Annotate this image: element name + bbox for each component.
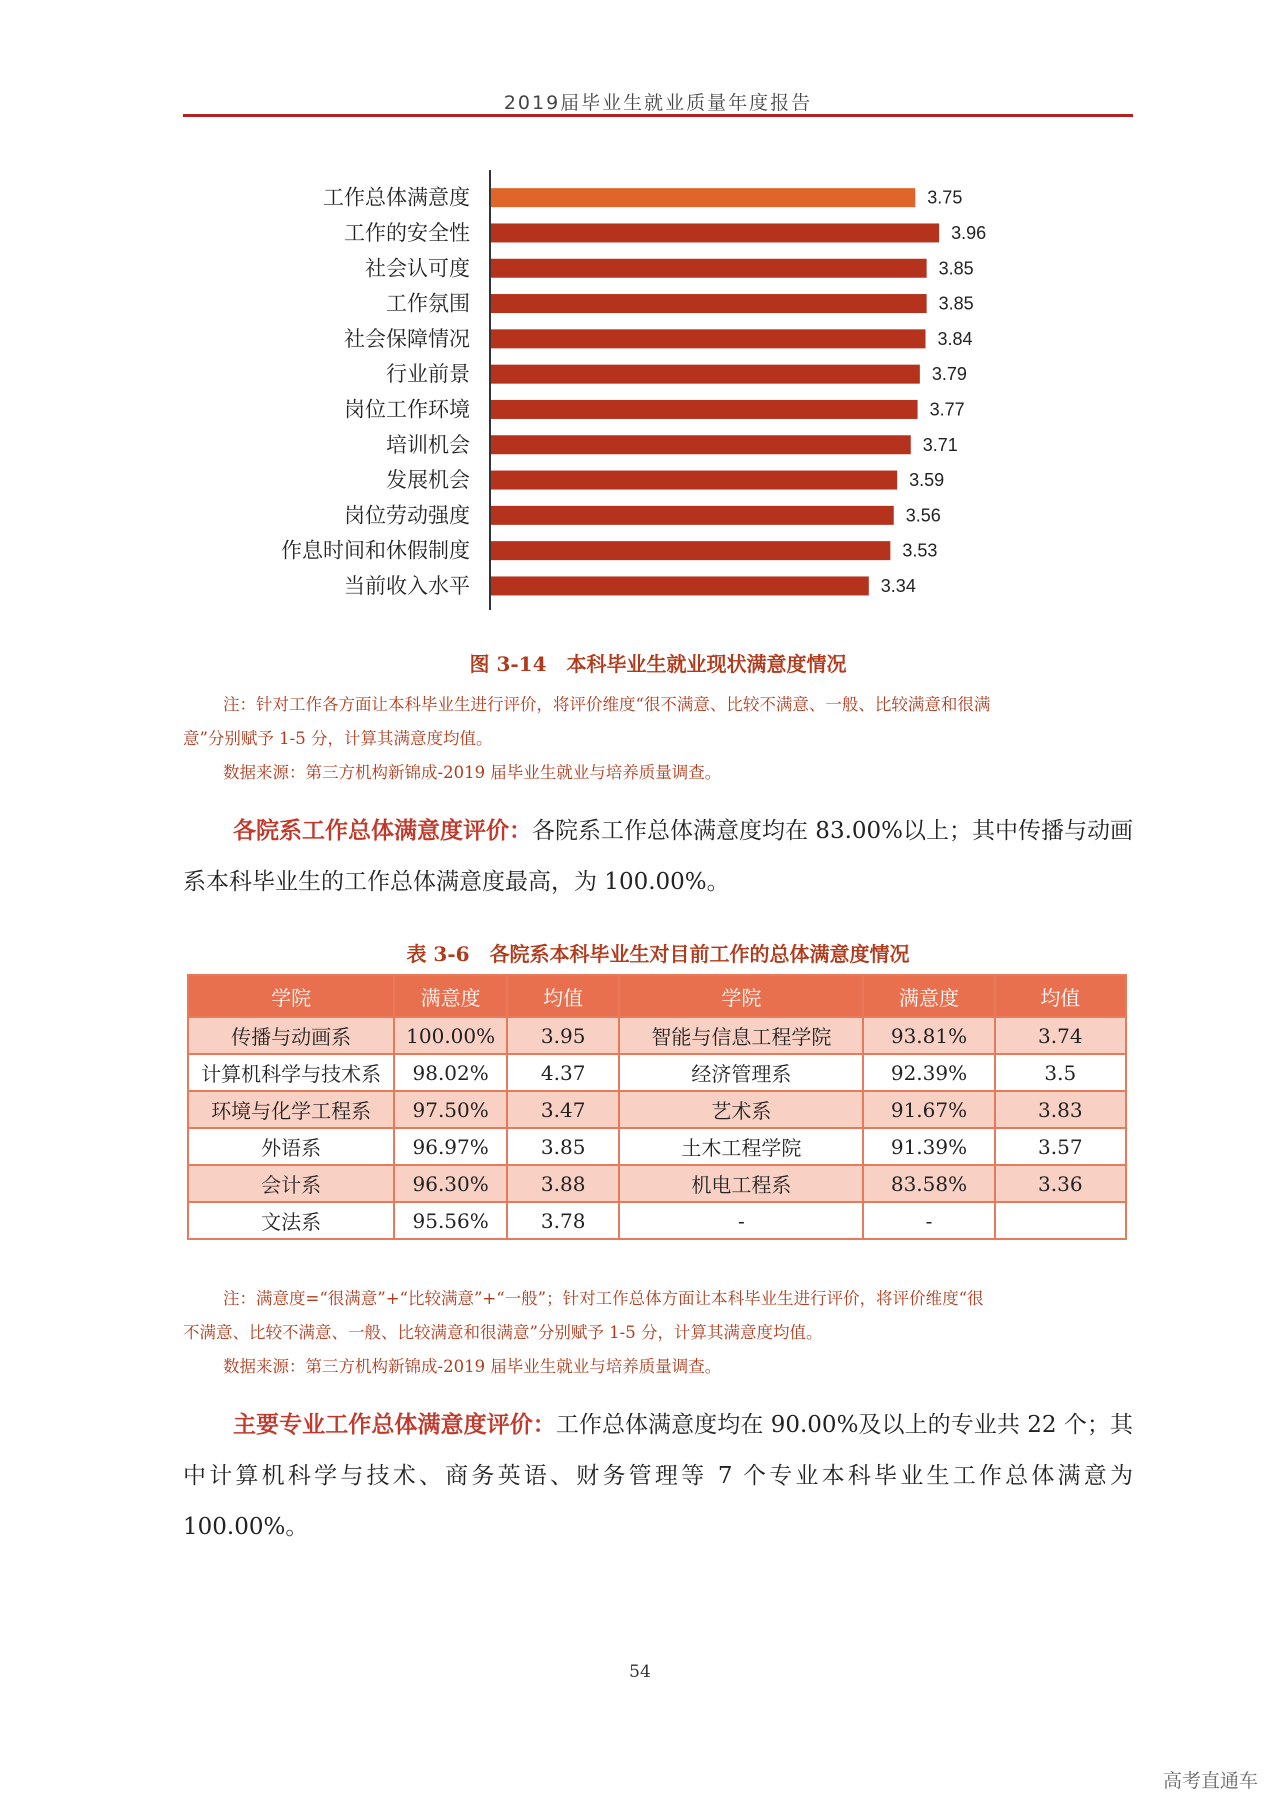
department-satisfaction-table	[187, 974, 1127, 1240]
table-note-source: 数据来源：第三方机构新锦成-2019 届毕业生就业与培养质量调查。	[223, 1357, 722, 1376]
paragraph-department-satisfaction	[183, 806, 1133, 908]
bar	[490, 541, 890, 560]
table-cell: 96.30%	[394, 1165, 507, 1202]
bar-category-label: 岗位劳动强度	[344, 503, 470, 528]
table-cell: 93.81%	[863, 1017, 994, 1054]
table-note-line1: 注：满意度=“很满意”+“比较满意”+“一般”；针对工作总体方面让本科毕业生进行评价，将评价维度“很	[223, 1289, 984, 1308]
table-cell: 95.56%	[394, 1202, 507, 1239]
paragraph-major-satisfaction	[183, 1400, 1133, 1553]
table-cell: 3.85	[507, 1128, 620, 1165]
bar	[490, 259, 927, 278]
page-header-title: 2019届毕业生就业质量年度报告	[503, 92, 813, 114]
table-note	[183, 1282, 1133, 1384]
bar-category-label: 发展机会	[386, 468, 470, 493]
bar	[490, 329, 926, 348]
table-cell: 97.50%	[394, 1091, 507, 1128]
table-header-cell: 学院	[619, 975, 863, 1017]
header-rule	[183, 114, 1133, 117]
table-cell: 环境与化学工程系	[188, 1091, 394, 1128]
bar-value-label: 3.79	[931, 364, 967, 385]
figure-note-source: 数据来源：第三方机构新锦成-2019 届毕业生就业与培养质量调查。	[223, 763, 722, 782]
table-note-line2: 不满意、比较不满意、一般、比较满意和很满意”分别赋予 1-5 分，计算其满意度均值。	[183, 1323, 823, 1342]
figure-caption: 图 3-14 本科毕业生就业现状满意度情况	[469, 652, 847, 676]
paragraph-lead: 主要专业工作总体满意度评价：	[233, 1412, 556, 1438]
table-header-cell: 满意度	[863, 975, 994, 1017]
bar-value-label: 3.84	[937, 328, 973, 349]
table-cell: 3.57	[995, 1128, 1126, 1165]
table-cell: 3.95	[507, 1017, 620, 1054]
bar-category-label: 社会认可度	[365, 256, 470, 281]
bar-value-label: 3.96	[951, 222, 987, 243]
bar-category-label: 作息时间和休假制度	[281, 538, 470, 563]
table-cell: 92.39%	[863, 1054, 994, 1091]
bar-value-label: 3.34	[880, 575, 916, 596]
table-row	[188, 1128, 1126, 1165]
bar-value-label: 3.75	[927, 187, 963, 208]
table-header-cell: 均值	[507, 975, 620, 1017]
table-cell: -	[619, 1202, 863, 1239]
table-row	[188, 1017, 1126, 1054]
bar	[490, 435, 911, 454]
satisfaction-bar-chart	[183, 170, 1133, 610]
table-cell: 4.37	[507, 1054, 620, 1091]
page-number: 54	[629, 1662, 651, 1682]
table-cell: 100.00%	[394, 1017, 507, 1054]
table-cell: 文法系	[188, 1202, 394, 1239]
table-cell	[995, 1202, 1126, 1239]
table-header-row	[188, 975, 1126, 1017]
bar-value-label: 3.85	[938, 293, 974, 314]
table-cell: 土木工程学院	[619, 1128, 863, 1165]
table-cell: 3.36	[995, 1165, 1126, 1202]
table-row	[188, 1165, 1126, 1202]
bar-category-label: 社会保障情况	[344, 326, 470, 351]
bar	[490, 365, 920, 384]
figure-note-line2: 意”分别赋予 1-5 分，计算其满意度均值。	[183, 729, 493, 748]
bar	[490, 576, 869, 595]
bar-value-label: 3.56	[905, 505, 941, 526]
bar-category-label: 当前收入水平	[344, 573, 470, 598]
paragraph-lead: 各院系工作总体满意度评价：	[233, 818, 532, 844]
paragraph-text: 工作总体满意度均在 90.00%及以上的专业共 22 个；其中计算机科学与技术、商务英语、财务管理等 7 个专业本科毕业生工作总体满意为 100.00%。	[183, 1412, 1134, 1540]
bar-value-label: 3.59	[909, 470, 945, 491]
table-cell: 艺术系	[619, 1091, 863, 1128]
table-row	[188, 1091, 1126, 1128]
table-cell: 3.47	[507, 1091, 620, 1128]
table-cell: 机电工程系	[619, 1165, 863, 1202]
figure-note-line1: 注：针对工作各方面让本科毕业生进行评价，将评价维度“很不满意、比较不满意、一般、比较满意和很满	[223, 695, 991, 714]
bar-value-label: 3.77	[929, 399, 965, 420]
bar	[490, 506, 894, 525]
bar-category-label: 行业前景	[386, 362, 470, 387]
bar	[490, 188, 915, 207]
bar-category-label: 工作氛围	[386, 291, 470, 316]
table-cell: 传播与动画系	[188, 1017, 394, 1054]
table-row	[188, 1202, 1126, 1239]
table-cell: 会计系	[188, 1165, 394, 1202]
bar-value-label: 3.71	[922, 434, 958, 455]
bar	[490, 294, 927, 313]
table-cell: 3.83	[995, 1091, 1126, 1128]
table-cell: 98.02%	[394, 1054, 507, 1091]
bar	[490, 471, 897, 490]
table-cell: 83.58%	[863, 1165, 994, 1202]
paragraph-text: 各院系工作总体满意度均在 83.00%以上；其中传播与动画系本科毕业生的工作总体满意度最高，为 100.00%。	[183, 818, 1134, 895]
table-cell: 3.88	[507, 1165, 620, 1202]
table-cell: 智能与信息工程学院	[619, 1017, 863, 1054]
table-cell: 3.5	[995, 1054, 1126, 1091]
bar	[490, 223, 939, 242]
table-row	[188, 1054, 1126, 1091]
table-cell: 外语系	[188, 1128, 394, 1165]
bar-category-label: 岗位工作环境	[344, 397, 470, 422]
bar-category-label: 培训机会	[386, 432, 470, 457]
table-cell: 3.78	[507, 1202, 620, 1239]
bar-category-label: 工作的安全性	[344, 220, 470, 245]
table-header-cell: 学院	[188, 975, 394, 1017]
table-cell: 91.39%	[863, 1128, 994, 1165]
table-cell: 3.74	[995, 1017, 1126, 1054]
table-cell: 计算机科学与技术系	[188, 1054, 394, 1091]
figure-note	[183, 688, 1133, 790]
bar	[490, 400, 918, 419]
table-cell: 经济管理系	[619, 1054, 863, 1091]
bar-value-label: 3.53	[902, 540, 938, 561]
watermark-text: 高考直通车	[1162, 1770, 1258, 1792]
table-header-cell: 均值	[995, 975, 1126, 1017]
table-cell: 96.97%	[394, 1128, 507, 1165]
bar-value-label: 3.85	[938, 258, 974, 279]
table-cell: -	[863, 1202, 994, 1239]
table-caption: 表 3-6 各院系本科毕业生对目前工作的总体满意度情况	[406, 942, 910, 966]
table-cell: 91.67%	[863, 1091, 994, 1128]
table-header-cell: 满意度	[394, 975, 507, 1017]
bar-category-label: 工作总体满意度	[323, 185, 470, 210]
